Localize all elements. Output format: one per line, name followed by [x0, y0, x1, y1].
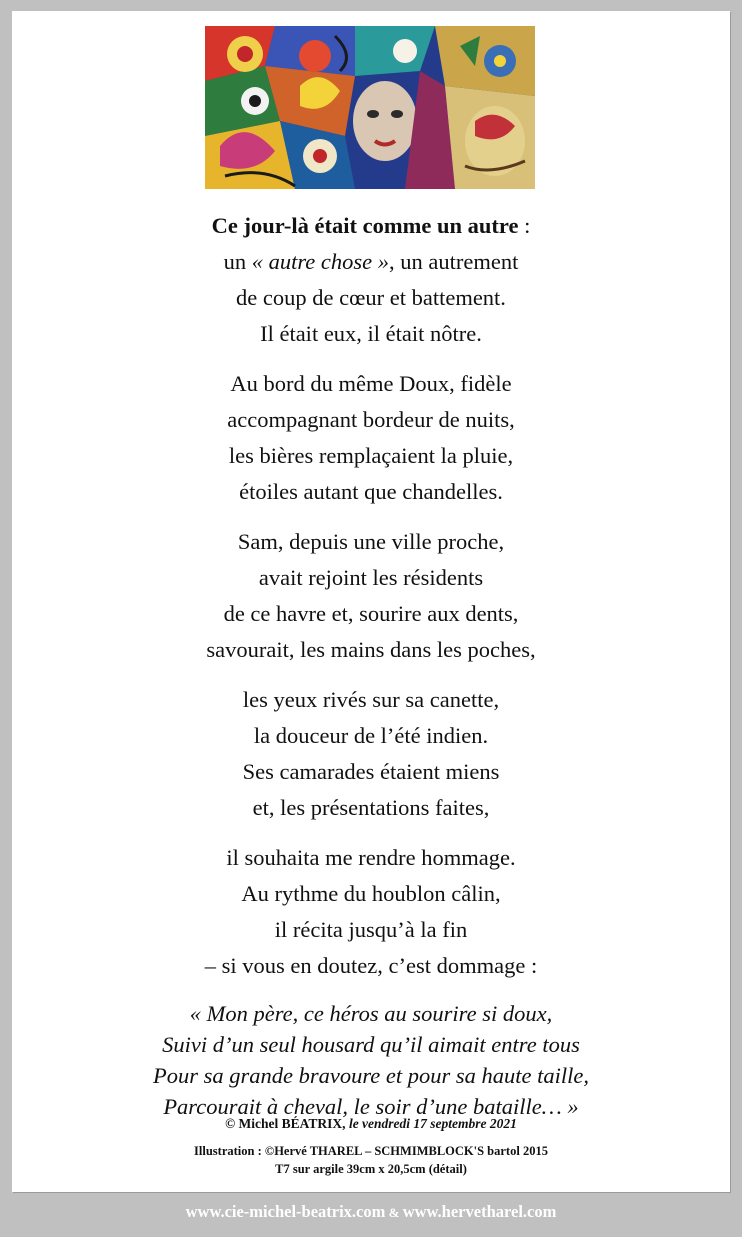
poem-line: savourait, les mains dans les poches,: [206, 637, 536, 662]
stanza-1: [12, 208, 730, 352]
author-credit: [12, 1114, 730, 1134]
title-phrase: Ce jour-là était comme un autre: [211, 213, 519, 238]
poem-line: de ce havre et, sourire aux dents,: [223, 601, 519, 626]
line-text: :: [518, 213, 531, 238]
website-link-2[interactable]: www.hervetharel.com: [402, 1202, 557, 1221]
line-text: un: [223, 249, 252, 274]
quote-line: Parcourait à cheval, le soir d’une bataille… »: [163, 1094, 579, 1119]
poem-line: [12, 244, 730, 280]
artwork-details: T7 sur argile 39cm x 20,5cm (détail): [275, 1162, 467, 1176]
poem-line: avait rejoint les résidents: [258, 565, 484, 590]
footer: [0, 1192, 742, 1232]
website-link-1[interactable]: www.cie-michel-beatrix.com: [185, 1202, 386, 1221]
quoted-verse: [12, 998, 730, 1122]
date: le vendredi 17 septembre 2021: [348, 1116, 517, 1131]
poem-line: il souhaita me rendre hommage.: [226, 845, 516, 870]
poem-line: la douceur de l’été indien.: [253, 723, 489, 748]
poem-line: Il était eux, il était nôtre.: [260, 321, 482, 346]
illustration-credit: Illustration : ©Hervé THAREL – SCHMIMBLOCK'S bartol 2015: [194, 1144, 548, 1158]
poem-line: Au bord du même Doux, fidèle: [230, 371, 512, 396]
poem-line: et, les présentations faites,: [252, 795, 490, 820]
poem-line: Au rythme du houblon câlin,: [241, 881, 501, 906]
poem-line: [12, 208, 730, 244]
poem-card: [12, 11, 730, 1192]
author-name: © Michel BÉATRIX,: [225, 1116, 349, 1131]
quote-line: Suivi d’un seul housard qu’il aimait entre tous: [162, 1032, 580, 1057]
stanza-2: [12, 366, 730, 510]
mosaic-sculpture-icon: [205, 26, 535, 189]
poem-line: Sam, depuis une ville proche,: [237, 529, 505, 554]
poem-line: les yeux rivés sur sa canette,: [242, 687, 500, 712]
stanza-3: [12, 524, 730, 668]
poem-line: il récita jusqu’à la fin: [274, 917, 468, 942]
credits: [12, 1114, 730, 1178]
quote-line: Pour sa grande bravoure et pour sa haute taille,: [152, 1063, 589, 1088]
line-text: , un autrement: [389, 249, 519, 274]
poem-line: – si vous en doutez, c’est dommage :: [204, 953, 538, 978]
italic-phrase: « autre chose »: [251, 249, 390, 274]
quote-line: « Mon père, ce héros au sourire si doux,: [189, 1001, 553, 1026]
illustration-image: [205, 26, 535, 189]
poem-line: accompagnant bordeur de nuits,: [227, 407, 515, 432]
poem-line: de coup de cœur et battement.: [236, 285, 506, 310]
poem-line: Ses camarades étaient miens: [242, 759, 500, 784]
stanza-5: [12, 840, 730, 984]
poem: [12, 208, 730, 1136]
poem-line: les bières remplaçaient la pluie,: [228, 443, 514, 468]
stanza-4: [12, 682, 730, 826]
poem-line: étoiles autant que chandelles.: [239, 479, 503, 504]
ampersand: &: [385, 1205, 403, 1220]
